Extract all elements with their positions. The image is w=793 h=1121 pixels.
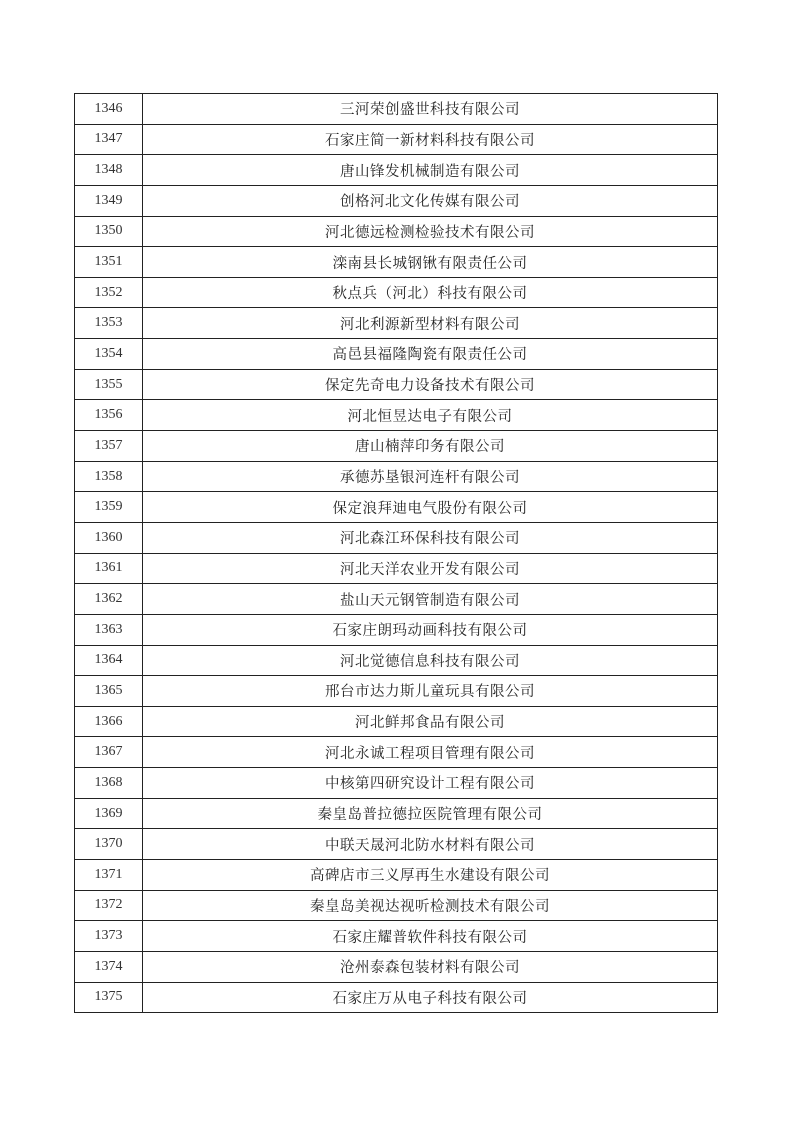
table-row (75, 400, 718, 431)
row-number: 1351 (75, 247, 143, 278)
company-name: 河北森江环保科技有限公司 (143, 522, 718, 553)
table-row (75, 860, 718, 891)
row-number: 1371 (75, 860, 143, 891)
table-row (75, 155, 718, 186)
company-name: 秦皇岛普拉德拉医院管理有限公司 (143, 798, 718, 829)
company-list-table (74, 93, 718, 1013)
row-number: 1355 (75, 369, 143, 400)
company-name: 沧州泰森包装材料有限公司 (143, 951, 718, 982)
table-row (75, 614, 718, 645)
row-number: 1372 (75, 890, 143, 921)
company-name: 河北利源新型材料有限公司 (143, 308, 718, 339)
table-row (75, 676, 718, 707)
company-name: 创格河北文化传媒有限公司 (143, 185, 718, 216)
company-name: 邢台市达力斯儿童玩具有限公司 (143, 676, 718, 707)
row-number: 1360 (75, 522, 143, 553)
table-row (75, 369, 718, 400)
company-name: 唐山锋发机械制造有限公司 (143, 155, 718, 186)
table-row (75, 339, 718, 370)
table-row (75, 645, 718, 676)
company-name: 高邑县福隆陶瓷有限责任公司 (143, 339, 718, 370)
table-row (75, 737, 718, 768)
table-row (75, 277, 718, 308)
row-number: 1348 (75, 155, 143, 186)
row-number: 1352 (75, 277, 143, 308)
company-name: 秦皇岛美视达视听检测技术有限公司 (143, 890, 718, 921)
table-row (75, 982, 718, 1013)
row-number: 1364 (75, 645, 143, 676)
company-name: 唐山楠萍印务有限公司 (143, 431, 718, 462)
company-name: 保定浪拜迪电气股份有限公司 (143, 492, 718, 523)
table-row (75, 94, 718, 125)
table-row (75, 216, 718, 247)
table-row (75, 921, 718, 952)
table-row (75, 124, 718, 155)
table-row (75, 829, 718, 860)
row-number: 1357 (75, 431, 143, 462)
row-number: 1367 (75, 737, 143, 768)
row-number: 1362 (75, 584, 143, 615)
company-name: 盐山天元钢管制造有限公司 (143, 584, 718, 615)
company-name: 中核第四研究设计工程有限公司 (143, 768, 718, 799)
table-row (75, 247, 718, 278)
row-number: 1349 (75, 185, 143, 216)
row-number: 1346 (75, 94, 143, 125)
company-name: 滦南县长城钢锹有限责任公司 (143, 247, 718, 278)
table-row (75, 890, 718, 921)
row-number: 1361 (75, 553, 143, 584)
company-name: 河北德远检测检验技术有限公司 (143, 216, 718, 247)
table-row (75, 798, 718, 829)
company-name: 河北觉德信息科技有限公司 (143, 645, 718, 676)
row-number: 1356 (75, 400, 143, 431)
table-row (75, 584, 718, 615)
company-name: 石家庄耀普软件科技有限公司 (143, 921, 718, 952)
row-number: 1347 (75, 124, 143, 155)
table-row (75, 768, 718, 799)
row-number: 1373 (75, 921, 143, 952)
row-number: 1374 (75, 951, 143, 982)
row-number: 1363 (75, 614, 143, 645)
table-row (75, 553, 718, 584)
row-number: 1368 (75, 768, 143, 799)
company-name: 三河荣创盛世科技有限公司 (143, 94, 718, 125)
table-row (75, 492, 718, 523)
company-name: 河北永诚工程项目管理有限公司 (143, 737, 718, 768)
row-number: 1369 (75, 798, 143, 829)
table-row (75, 951, 718, 982)
company-name: 高碑店市三义厚再生水建设有限公司 (143, 860, 718, 891)
row-number: 1375 (75, 982, 143, 1013)
company-name: 河北恒昱达电子有限公司 (143, 400, 718, 431)
row-number: 1353 (75, 308, 143, 339)
company-name: 秋点兵（河北）科技有限公司 (143, 277, 718, 308)
company-name: 河北鲜邦食品有限公司 (143, 706, 718, 737)
table-row (75, 431, 718, 462)
company-name: 石家庄简一新材料科技有限公司 (143, 124, 718, 155)
row-number: 1350 (75, 216, 143, 247)
table-row (75, 185, 718, 216)
table-row (75, 461, 718, 492)
company-name: 石家庄万从电子科技有限公司 (143, 982, 718, 1013)
row-number: 1365 (75, 676, 143, 707)
company-list-body (75, 94, 718, 1013)
row-number: 1366 (75, 706, 143, 737)
row-number: 1358 (75, 461, 143, 492)
row-number: 1359 (75, 492, 143, 523)
row-number: 1354 (75, 339, 143, 370)
table-row (75, 706, 718, 737)
company-name: 石家庄朗玛动画科技有限公司 (143, 614, 718, 645)
row-number: 1370 (75, 829, 143, 860)
company-name: 中联天晟河北防水材料有限公司 (143, 829, 718, 860)
company-name: 河北天洋农业开发有限公司 (143, 553, 718, 584)
table-row (75, 522, 718, 553)
company-name: 承德苏垦银河连杆有限公司 (143, 461, 718, 492)
table-row (75, 308, 718, 339)
company-name: 保定先奇电力设备技术有限公司 (143, 369, 718, 400)
